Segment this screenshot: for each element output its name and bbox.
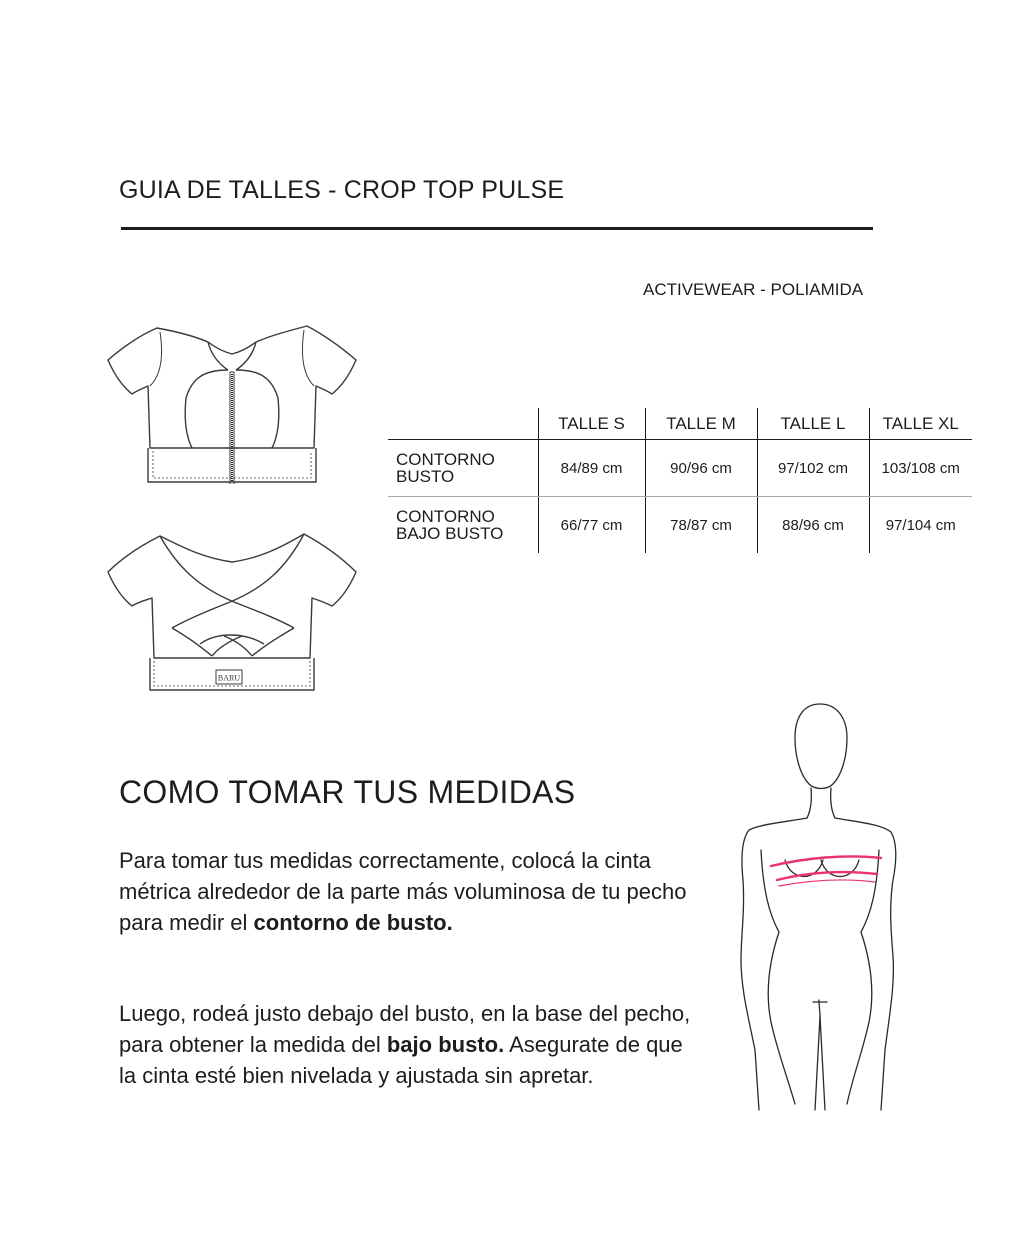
row-label-line: CONTORNO (396, 507, 495, 526)
body-measurement-figure (725, 700, 905, 1120)
paragraph-text: Para tomar tus medidas correctamente, colocá la cinta métrica alrededor de la parte más voluminosa de tu pecho para medir el (119, 848, 687, 935)
table-cell: 97/104 cm (869, 497, 972, 554)
table-cell: 97/102 cm (757, 440, 869, 497)
table-cell: 103/108 cm (869, 440, 972, 497)
paragraph-emphasis: bajo busto. (386, 1032, 505, 1057)
size-header-l: TALLE L (757, 408, 869, 440)
title-divider (121, 227, 873, 230)
table-cell: 66/77 cm (538, 497, 645, 554)
row-label-bust (388, 440, 538, 497)
size-chart-table (388, 408, 972, 553)
measure-section-title: COMO TOMAR TUS MEDIDAS (119, 774, 576, 810)
crop-top-front-illustration (104, 318, 360, 490)
size-header-row (388, 408, 972, 440)
row-label-underbust (388, 497, 538, 554)
size-header-m: TALLE M (645, 408, 757, 440)
table-cell: 88/96 cm (757, 497, 869, 554)
crop-top-back-illustration (104, 528, 360, 696)
measure-paragraph-bust (119, 845, 699, 938)
row-label-line: CONTORNO (396, 450, 495, 469)
table-cell: 84/89 cm (538, 440, 645, 497)
row-label-line: BAJO BUSTO (396, 524, 504, 543)
row-label-line: BUSTO (396, 467, 455, 486)
table-row-underbust (388, 497, 972, 554)
brand-tag: BARU (217, 673, 241, 683)
table-cell: 90/96 cm (645, 440, 757, 497)
size-header-xl: TALLE XL (869, 408, 972, 440)
measure-paragraph-underbust (119, 998, 699, 1091)
paragraph-emphasis: contorno de busto. (253, 910, 453, 935)
size-header-s: TALLE S (538, 408, 645, 440)
paragraph-text: Asegurate de que la cinta esté bien nivelada y ajustada sin apretar. (119, 1032, 683, 1088)
page-title: GUIA DE TALLES - CROP TOP PULSE (119, 176, 565, 204)
paragraph-text: Luego, rodeá justo debajo del busto, en la base del pecho, para obtener la medida del (119, 1001, 691, 1057)
table-row-bust (388, 440, 972, 497)
table-cell: 78/87 cm (645, 497, 757, 554)
fabric-label: ACTIVEWEAR - POLIAMIDA (643, 280, 864, 299)
size-header-empty (388, 408, 538, 440)
